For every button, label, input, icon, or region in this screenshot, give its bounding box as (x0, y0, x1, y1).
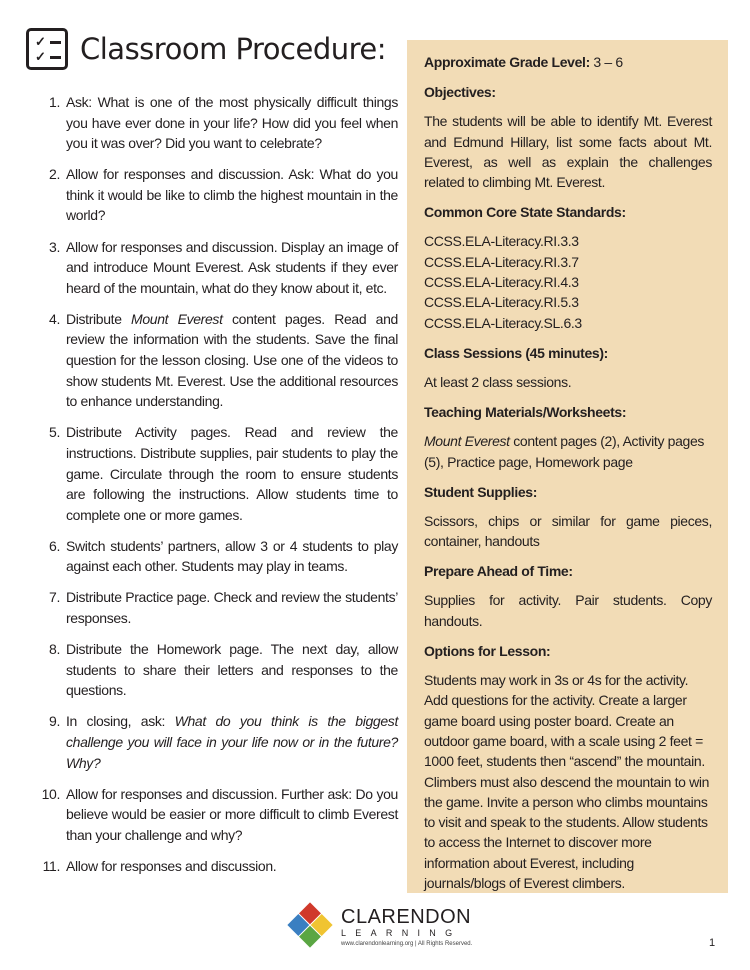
lesson-info-sidebar (407, 40, 728, 893)
page-header (26, 28, 386, 70)
objectives-text: The students will be able to identify Mt. Everest and Edmund Hillary, list some facts about Mt. Everest, as well as explain the challenges related to climbing Mt. Everest. (424, 113, 712, 191)
step-text: Ask: What is one of the most physically difficult things you have ever done in your life? How did you feel when you it was over? Did you want to celebrate? (66, 94, 398, 152)
checklist-icon: ✓ ✓ (26, 28, 68, 70)
supplies-heading: Student Supplies: (424, 483, 538, 500)
procedure-step (38, 711, 398, 773)
step-text: Allow for responses and discussion. Display an image of and introduce Mount Everest. Ask students if they ever heard of the mountain, what do they know about it, etc. (66, 238, 398, 296)
objectives-heading: Objectives: (424, 84, 496, 101)
options-heading: Options for Lesson: (424, 643, 551, 660)
copyright: www.clarendonlearning.org | All Rights Reserved. (341, 941, 473, 947)
sessions-heading: Class Sessions (45 minutes): (424, 344, 608, 361)
supplies-text: Scissors, chips or similar for game pieces, container, handouts (424, 512, 712, 550)
standards-heading: Common Core State Standards: (424, 204, 626, 221)
step-number: 2. (49, 166, 60, 183)
step-number: 7. (49, 589, 60, 606)
procedure-step (38, 309, 398, 412)
procedure-step (38, 784, 398, 846)
materials-heading: Teaching Materials/Worksheets: (424, 404, 627, 421)
step-text: Distribute Practice page. Check and review the students’ responses. (66, 589, 398, 627)
standards-list (424, 231, 712, 332)
step-text: In closing, ask: What do you think is the biggest challenge you will face in your life now or in the future? Why? (66, 713, 398, 771)
step-text: Switch students’ partners, allow 3 or 4 students to play against each other. Students may play in teams. (66, 537, 398, 575)
page-title: Classroom Procedure: (80, 32, 387, 66)
procedure-step (38, 92, 398, 154)
page-number: 1 (709, 937, 716, 949)
procedure-step (38, 639, 398, 701)
step-text: Distribute the Homework page. The next day, allow students to share their letters and responses to the questions. (66, 641, 398, 699)
grade-level: Approximate Grade Level: 3 – 6 (424, 54, 623, 70)
clarendon-puzzle-logo (287, 902, 333, 948)
procedure-step (38, 856, 398, 877)
step-number: 3. (49, 238, 60, 255)
standard-item: CCSS.ELA-Literacy.RI.3.7 (424, 253, 579, 270)
procedure-step (38, 536, 398, 577)
materials-text: Mount Everest content pages (2), Activity pages (5), Practice page, Homework page (424, 433, 705, 470)
standard-item: CCSS.ELA-Literacy.SL.6.3 (424, 314, 582, 331)
standard-item: CCSS.ELA-Literacy.RI.4.3 (424, 274, 579, 291)
options-text: Students may work in 3s or 4s for the activity. Add questions for the activity. Create a larger game board using poster board. Create an outdoor game board, with a scale using 2 feet = 1000 feet, students then “ascend” the mountain. Climbers must also descend the mountain to win the game. Invite a person who climbs mountains to visit and speak to the students. Allow students to access the Internet to discover more information about Everest, including journals/blogs of Everest climbers. (424, 672, 710, 892)
step-number: 9. (49, 713, 60, 730)
step-text: Distribute Mount Everest content pages. Read and review the information with the students. Save the final question for the lesson closing. Use one of the videos to show students Mt. Everest. Use the additional resources to enhance understanding. (66, 310, 398, 410)
prepare-heading: Prepare Ahead of Time: (424, 563, 573, 580)
step-number: 1. (49, 94, 60, 110)
step-number: 6. (49, 537, 60, 554)
brand-sub: LEARNING (341, 928, 462, 938)
step-number: 8. (49, 641, 60, 658)
procedure-step (38, 237, 398, 299)
step-number: 4. (49, 310, 60, 327)
procedure-step (38, 422, 398, 525)
procedure-list (38, 92, 398, 887)
brand-name: CLARENDON (341, 906, 472, 928)
step-text: Allow for responses and discussion. Ask: What do you think it would be like to climb the highest mountain in the world? (66, 166, 398, 224)
step-text: Allow for responses and discussion. (66, 858, 277, 874)
standard-item: CCSS.ELA-Literacy.RI.3.3 (424, 233, 579, 250)
step-number: 10. (41, 785, 60, 802)
prepare-text: Supplies for activity. Pair students. Copy handouts. (424, 592, 712, 629)
procedure-step (38, 164, 398, 226)
step-text: Allow for responses and discussion. Further ask: Do you believe would be easier or more difficult to climb Everest than your challenge and why? (66, 785, 398, 843)
sessions-text: At least 2 class sessions. (424, 373, 572, 390)
brand-block (341, 907, 472, 949)
procedure-step (38, 587, 398, 628)
step-number: 5. (49, 424, 60, 441)
step-text: Distribute Activity pages. Read and review the instructions. Distribute supplies, pair students to play the game. Circulate through the room to ensure students are following the instructions. Allow students time to complete one or more games. (66, 424, 398, 523)
standard-item: CCSS.ELA-Literacy.RI.5.3 (424, 294, 579, 311)
step-number: 11. (42, 858, 60, 874)
